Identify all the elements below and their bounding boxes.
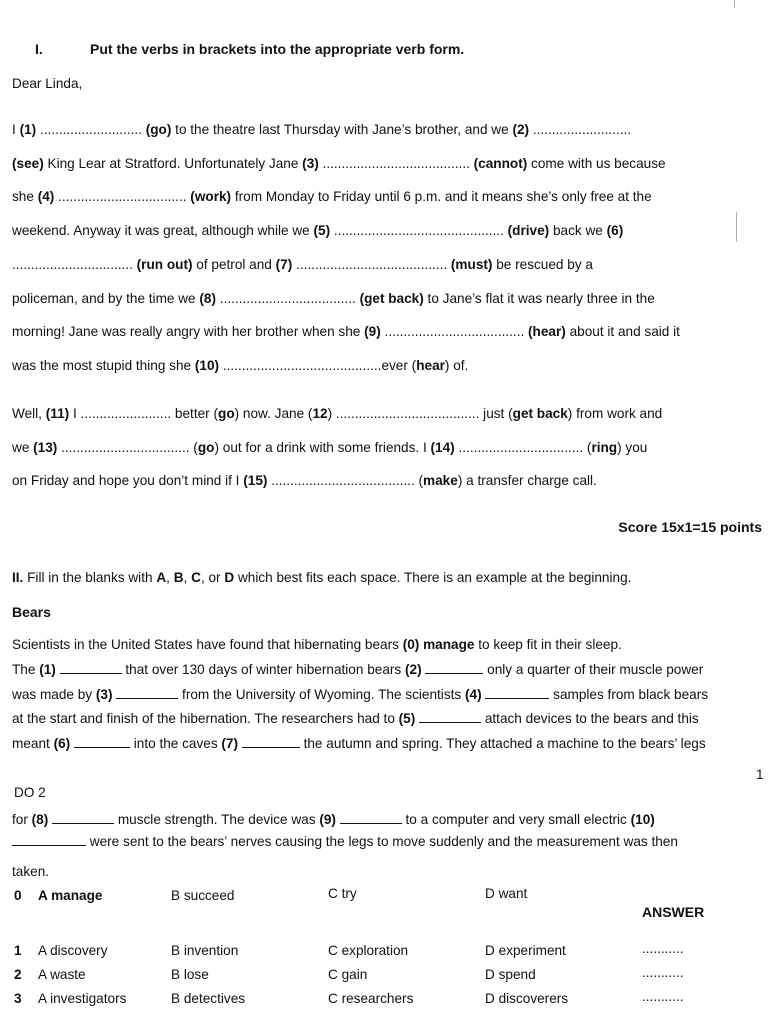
bold-term: (9) <box>364 324 381 340</box>
option-c-0: C try <box>328 886 357 901</box>
letter-line: morning! Jane was really angry with her brother when she (9) ..................................... (hear) about it and said it <box>12 324 680 340</box>
section2-instruction: II. Fill in the blanks with A, B, C, or D which best fits each space. There is an example at the beginning. <box>12 570 632 585</box>
passage-line: were sent to the bears’ nerves causing the legs to move suddenly and the measurement was then <box>12 834 678 849</box>
option-num-2: 2 <box>14 967 22 982</box>
bold-term: (13) <box>33 439 58 455</box>
bold-term: (2) <box>404 661 422 677</box>
bold-term: go <box>197 439 215 455</box>
bold-term: (15) <box>243 473 268 488</box>
bold-term: (0) manage <box>402 637 475 652</box>
scan-edge-mark <box>736 212 737 242</box>
letter-greeting: Dear Linda, <box>12 76 83 91</box>
bold-term: (14) <box>430 439 455 455</box>
bold-term: (4) <box>464 686 482 702</box>
option-num-3: 3 <box>14 991 22 1006</box>
bold-term: (1) <box>19 122 37 137</box>
bold-term: (10) <box>630 812 655 827</box>
option-a-2: A waste <box>38 967 86 982</box>
bold-term: ring <box>591 439 618 455</box>
letter-line: I (1) ........................... (go) to the theatre last Thursday with Jane’s brother, and we (2) .......................... <box>12 122 632 137</box>
letter-line: (see) King Lear at Stratford. Unfortunately Jane (3) ....................................... (cannot) come with us because <box>12 155 666 171</box>
bold-term: (10) <box>194 357 220 373</box>
option-d-0: D want <box>485 886 528 901</box>
section1-number: I. <box>35 41 43 57</box>
bold-term: D <box>224 570 235 585</box>
bold-term: (6) <box>53 736 71 752</box>
blank-space <box>60 663 122 674</box>
answer-blank-3: ........... <box>642 989 684 1004</box>
option-num-0: 0 <box>14 888 22 903</box>
option-d-3: D discoverers <box>485 991 569 1006</box>
bold-term: C <box>191 570 201 585</box>
option-b-1: B invention <box>171 943 239 958</box>
option-b-0: B succeed <box>171 888 235 903</box>
bold-term: 12 <box>312 406 328 421</box>
blank-space <box>116 688 178 699</box>
bold-term: (run out) <box>136 256 193 272</box>
letter-line: policeman, and by the time we (8) .................................... (get back) to Jane’s flat it was nearly three in the <box>12 290 655 306</box>
bold-term: (7) <box>221 736 239 752</box>
bold-term: (hear) <box>528 324 566 340</box>
answer-blank-1: ........... <box>642 941 684 956</box>
bold-term: (1) <box>39 661 56 677</box>
option-d-1: D experiment <box>485 943 566 958</box>
score-line: Score 15x1=15 points <box>618 519 762 535</box>
bold-term: (3) <box>302 155 319 171</box>
bold-term: (work) <box>190 189 232 205</box>
option-b-3: B detectives <box>171 991 246 1006</box>
bold-term: get back <box>512 406 568 421</box>
option-d-2: D spend <box>485 967 536 982</box>
blank-space <box>242 737 300 748</box>
blank-space <box>419 712 481 723</box>
passage-line: was made by (3) from the University of Wyoming. The scientists (4) samples from black bears <box>12 686 709 702</box>
letter-line: she (4) .................................. (work) from Monday to Friday until 6 p.m. and it means she’s only free at the <box>12 189 652 205</box>
page-label: DO 2 <box>14 785 46 800</box>
letter-line: was the most stupid thing she (10) ..........................................ever (hear) of. <box>12 357 469 373</box>
option-a-1: A discovery <box>38 943 108 958</box>
bold-term: hear <box>416 357 445 373</box>
letter-line: ................................ (run out) of petrol and (7) ........................................ (must) be rescued by a <box>12 256 593 272</box>
bold-term: (cannot) <box>473 155 528 171</box>
passage-line: for (8) muscle strength. The device was (9) to a computer and very small electric (10) <box>12 812 655 827</box>
section1-title: Put the verbs in brackets into the appropriate verb form. <box>90 41 465 57</box>
bold-term: (7) <box>275 256 293 272</box>
blank-space <box>12 835 86 846</box>
bold-term: make <box>423 473 458 488</box>
bold-term: (5) <box>398 711 416 727</box>
page-number: 1 <box>756 767 764 782</box>
blank-space <box>52 813 114 824</box>
letter-line: weekend. Anyway it was great, although while we (5) ............................................. (drive) back we (6) <box>12 223 624 239</box>
bold-term: (8) <box>31 812 49 827</box>
option-c-2: C gain <box>328 967 368 982</box>
passage-line: The (1) that over 130 days of winter hibernation bears (2) only a quarter of their muscle power <box>12 661 704 677</box>
letter-line: Well, (11) I ........................ better (go) now. Jane (12) ...................................... just (get back) from work and <box>12 406 663 421</box>
bold-term: (go) <box>145 122 172 137</box>
bold-term: (2) <box>512 122 530 137</box>
option-c-1: C exploration <box>328 943 409 958</box>
blank-space <box>485 688 549 699</box>
passage-line: taken. <box>12 864 50 879</box>
option-b-2: B lose <box>171 967 209 982</box>
bold-term: (5) <box>313 223 331 239</box>
passage-title: Bears <box>12 604 51 620</box>
blank-space <box>74 737 130 748</box>
answer-label: ANSWER <box>642 904 705 920</box>
option-c-3: C researchers <box>328 991 414 1006</box>
bold-term: (3) <box>95 686 113 702</box>
bold-term: B <box>173 570 184 585</box>
bold-term: (4) <box>37 189 55 205</box>
bold-term: go <box>218 406 235 421</box>
bold-term: A <box>156 570 167 585</box>
bold-term: (6) <box>606 223 624 239</box>
blank-space <box>340 813 402 824</box>
letter-line: on Friday and hope you don’t mind if I (15) ...................................... (make) a transfer charge call. <box>12 473 597 488</box>
bold-term: (11) <box>45 406 70 421</box>
passage-line: at the start and finish of the hibernation. The researchers had to (5) attach devices to the bears and this <box>12 711 699 727</box>
bold-term: (8) <box>199 290 217 306</box>
bold-term: (see) <box>12 155 44 171</box>
bold-term: (get back) <box>359 290 424 306</box>
option-a-3: A investigators <box>38 991 127 1006</box>
bold-term: II. <box>12 570 24 585</box>
bold-term: (drive) <box>507 223 550 239</box>
answer-blank-2: ........... <box>642 965 684 980</box>
scan-edge-mark <box>734 0 735 8</box>
bold-term: (9) <box>319 812 336 827</box>
letter-line: we (13) .................................. (go) out for a drink with some friends. I (14) ................................. (ring) you <box>12 439 648 455</box>
option-num-1: 1 <box>14 943 22 958</box>
passage-line: meant (6) into the caves (7) the autumn and spring. They attached a machine to the bears’ legs <box>12 736 706 752</box>
option-a-0: A manage <box>38 888 103 903</box>
bold-term: (must) <box>450 256 493 272</box>
blank-space <box>425 663 483 674</box>
passage-line: Scientists in the United States have found that hibernating bears (0) manage to keep fit in their sleep. <box>12 637 622 652</box>
